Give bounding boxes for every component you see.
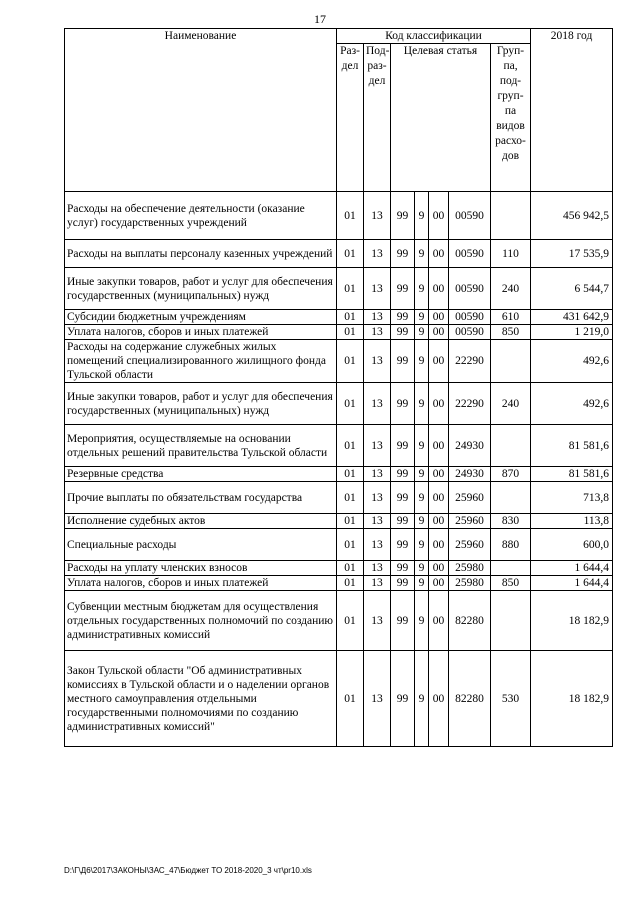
row-razdel: 01 [337, 268, 364, 310]
row-razdel: 01 [337, 529, 364, 561]
row-target-4: 22290 [449, 340, 491, 383]
row-razdel: 01 [337, 651, 364, 747]
row-target-3: 00 [429, 529, 449, 561]
budget-table [64, 28, 613, 747]
row-name: Специальные расходы [65, 529, 337, 561]
row-name: Прочие выплаты по обязательствам государства [65, 482, 337, 514]
row-target-3: 00 [429, 482, 449, 514]
header-name: Наименование [65, 29, 337, 192]
row-expense-type: 240 [491, 268, 531, 310]
row-podrazdel: 13 [364, 310, 391, 325]
row-amount: 713,8 [531, 482, 613, 514]
row-target-2: 9 [415, 514, 429, 529]
row-target-1: 99 [391, 529, 415, 561]
header-podrazdel: Под- раз- дел [364, 44, 391, 192]
row-target-4: 24930 [449, 425, 491, 467]
row-podrazdel: 13 [364, 425, 391, 467]
row-podrazdel: 13 [364, 529, 391, 561]
row-target-2: 9 [415, 268, 429, 310]
row-target-3: 00 [429, 325, 449, 340]
row-name: Исполнение судебных актов [65, 514, 337, 529]
table-row [65, 482, 613, 514]
table-row [65, 425, 613, 467]
row-target-3: 00 [429, 591, 449, 651]
row-target-4: 82280 [449, 651, 491, 747]
row-target-2: 9 [415, 310, 429, 325]
row-amount: 18 182,9 [531, 591, 613, 651]
row-target-2: 9 [415, 467, 429, 482]
row-name: Уплата налогов, сборов и иных платежей [65, 325, 337, 340]
row-expense-type [491, 591, 531, 651]
row-amount: 456 942,5 [531, 192, 613, 240]
row-amount: 431 642,9 [531, 310, 613, 325]
row-razdel: 01 [337, 561, 364, 576]
file-path-footer: D:\Г\Д6\2017\ЗАКОНЫ\ЗАС_47\Бюджет ТО 2018-2020_3 чт\pr10.xls [64, 866, 312, 875]
row-target-3: 00 [429, 576, 449, 591]
row-target-1: 99 [391, 576, 415, 591]
table-row [65, 325, 613, 340]
row-podrazdel: 13 [364, 192, 391, 240]
row-expense-type: 870 [491, 467, 531, 482]
row-expense-type: 850 [491, 576, 531, 591]
row-target-2: 9 [415, 340, 429, 383]
row-target-2: 9 [415, 561, 429, 576]
row-amount: 492,6 [531, 383, 613, 425]
row-name: Субвенции местным бюджетам для осуществления отдельных государственных полномочий по созданию административных комиссий [65, 591, 337, 651]
table-row [65, 340, 613, 383]
row-name: Расходы на обеспечение деятельности (оказание услуг) государственных учреждений [65, 192, 337, 240]
row-amount: 600,0 [531, 529, 613, 561]
row-target-1: 99 [391, 192, 415, 240]
row-target-4: 00590 [449, 325, 491, 340]
row-amount: 1 644,4 [531, 561, 613, 576]
table-row [65, 383, 613, 425]
row-name: Субсидии бюджетным учреждениям [65, 310, 337, 325]
row-amount: 113,8 [531, 514, 613, 529]
table-row [65, 576, 613, 591]
row-name: Мероприятия, осуществляемые на основании отдельных решений правительства Тульской области [65, 425, 337, 467]
row-name: Расходы на уплату членских взносов [65, 561, 337, 576]
table-row [65, 192, 613, 240]
row-podrazdel: 13 [364, 651, 391, 747]
row-name: Уплата налогов, сборов и иных платежей [65, 576, 337, 591]
row-expense-type: 610 [491, 310, 531, 325]
row-expense-type [491, 425, 531, 467]
table-body [65, 192, 613, 747]
row-target-3: 00 [429, 514, 449, 529]
row-expense-type [491, 482, 531, 514]
row-target-4: 25960 [449, 529, 491, 561]
page-number: 17 [314, 12, 326, 26]
row-razdel: 01 [337, 192, 364, 240]
row-razdel: 01 [337, 425, 364, 467]
header-target: Целевая статья [391, 44, 491, 192]
row-target-2: 9 [415, 240, 429, 268]
row-expense-type: 880 [491, 529, 531, 561]
row-target-1: 99 [391, 340, 415, 383]
row-razdel: 01 [337, 325, 364, 340]
row-target-3: 00 [429, 192, 449, 240]
row-expense-type: 110 [491, 240, 531, 268]
row-target-2: 9 [415, 576, 429, 591]
row-target-1: 99 [391, 383, 415, 425]
row-amount: 17 535,9 [531, 240, 613, 268]
row-target-1: 99 [391, 310, 415, 325]
row-podrazdel: 13 [364, 591, 391, 651]
row-name: Иные закупки товаров, работ и услуг для обеспечения государственных (муниципальных) нужд [65, 268, 337, 310]
row-expense-type: 850 [491, 325, 531, 340]
row-name: Иные закупки товаров, работ и услуг для обеспечения государственных (муниципальных) нужд [65, 383, 337, 425]
row-target-2: 9 [415, 192, 429, 240]
row-razdel: 01 [337, 340, 364, 383]
row-expense-type: 830 [491, 514, 531, 529]
row-amount: 1 219,0 [531, 325, 613, 340]
row-target-3: 00 [429, 467, 449, 482]
row-podrazdel: 13 [364, 240, 391, 268]
row-target-4: 25980 [449, 576, 491, 591]
row-amount: 492,6 [531, 340, 613, 383]
row-podrazdel: 13 [364, 576, 391, 591]
table-row [65, 651, 613, 747]
row-target-2: 9 [415, 325, 429, 340]
row-expense-type [491, 561, 531, 576]
table-row [65, 561, 613, 576]
table-row [65, 514, 613, 529]
row-amount: 18 182,9 [531, 651, 613, 747]
header-razdel: Раз- дел [337, 44, 364, 192]
row-podrazdel: 13 [364, 383, 391, 425]
table-row [65, 310, 613, 325]
row-name: Закон Тульской области "Об административных комиссиях в Тульской области и о наделении органов местного самоуправления отдельными государственными полномочиями по созданию административных комиссий" [65, 651, 337, 747]
row-target-1: 99 [391, 482, 415, 514]
header-group: Груп- па, под- груп- па видов расхо- дов [491, 44, 531, 192]
row-target-1: 99 [391, 240, 415, 268]
row-target-4: 25960 [449, 482, 491, 514]
row-target-3: 00 [429, 310, 449, 325]
row-target-3: 00 [429, 268, 449, 310]
row-razdel: 01 [337, 467, 364, 482]
row-target-4: 25960 [449, 514, 491, 529]
row-target-4: 00590 [449, 268, 491, 310]
row-razdel: 01 [337, 576, 364, 591]
row-podrazdel: 13 [364, 514, 391, 529]
table-row [65, 268, 613, 310]
row-target-4: 24930 [449, 467, 491, 482]
row-podrazdel: 13 [364, 561, 391, 576]
table-row [65, 467, 613, 482]
row-expense-type: 240 [491, 383, 531, 425]
row-target-3: 00 [429, 425, 449, 467]
row-amount: 1 644,4 [531, 576, 613, 591]
row-razdel: 01 [337, 310, 364, 325]
row-target-4: 82280 [449, 591, 491, 651]
row-target-1: 99 [391, 514, 415, 529]
row-expense-type [491, 192, 531, 240]
row-name: Резервные средства [65, 467, 337, 482]
row-target-2: 9 [415, 529, 429, 561]
table-row [65, 240, 613, 268]
row-name: Расходы на содержание служебных жилых помещений специализированного жилищного фонда Тульской области [65, 340, 337, 383]
header-year: 2018 год [531, 29, 613, 192]
row-target-2: 9 [415, 425, 429, 467]
row-target-1: 99 [391, 561, 415, 576]
header-code: Код классификации [337, 29, 531, 44]
row-target-2: 9 [415, 482, 429, 514]
row-podrazdel: 13 [364, 268, 391, 310]
row-target-1: 99 [391, 268, 415, 310]
row-target-1: 99 [391, 467, 415, 482]
row-target-1: 99 [391, 425, 415, 467]
row-target-4: 00590 [449, 310, 491, 325]
row-amount: 6 544,7 [531, 268, 613, 310]
row-podrazdel: 13 [364, 325, 391, 340]
row-razdel: 01 [337, 591, 364, 651]
row-target-4: 00590 [449, 240, 491, 268]
row-target-2: 9 [415, 383, 429, 425]
row-amount: 81 581,6 [531, 467, 613, 482]
row-name: Расходы на выплаты персоналу казенных учреждений [65, 240, 337, 268]
row-razdel: 01 [337, 514, 364, 529]
row-target-2: 9 [415, 651, 429, 747]
row-razdel: 01 [337, 240, 364, 268]
row-target-3: 00 [429, 240, 449, 268]
row-razdel: 01 [337, 383, 364, 425]
row-target-2: 9 [415, 591, 429, 651]
row-target-1: 99 [391, 591, 415, 651]
row-target-3: 00 [429, 561, 449, 576]
row-target-4: 25980 [449, 561, 491, 576]
table-row [65, 591, 613, 651]
row-target-4: 00590 [449, 192, 491, 240]
row-target-3: 00 [429, 383, 449, 425]
table-row [65, 529, 613, 561]
row-razdel: 01 [337, 482, 364, 514]
row-target-4: 22290 [449, 383, 491, 425]
row-target-1: 99 [391, 651, 415, 747]
row-target-1: 99 [391, 325, 415, 340]
row-podrazdel: 13 [364, 467, 391, 482]
row-podrazdel: 13 [364, 340, 391, 383]
row-target-3: 00 [429, 340, 449, 383]
row-expense-type: 530 [491, 651, 531, 747]
row-target-3: 00 [429, 651, 449, 747]
row-amount: 81 581,6 [531, 425, 613, 467]
row-expense-type [491, 340, 531, 383]
row-podrazdel: 13 [364, 482, 391, 514]
